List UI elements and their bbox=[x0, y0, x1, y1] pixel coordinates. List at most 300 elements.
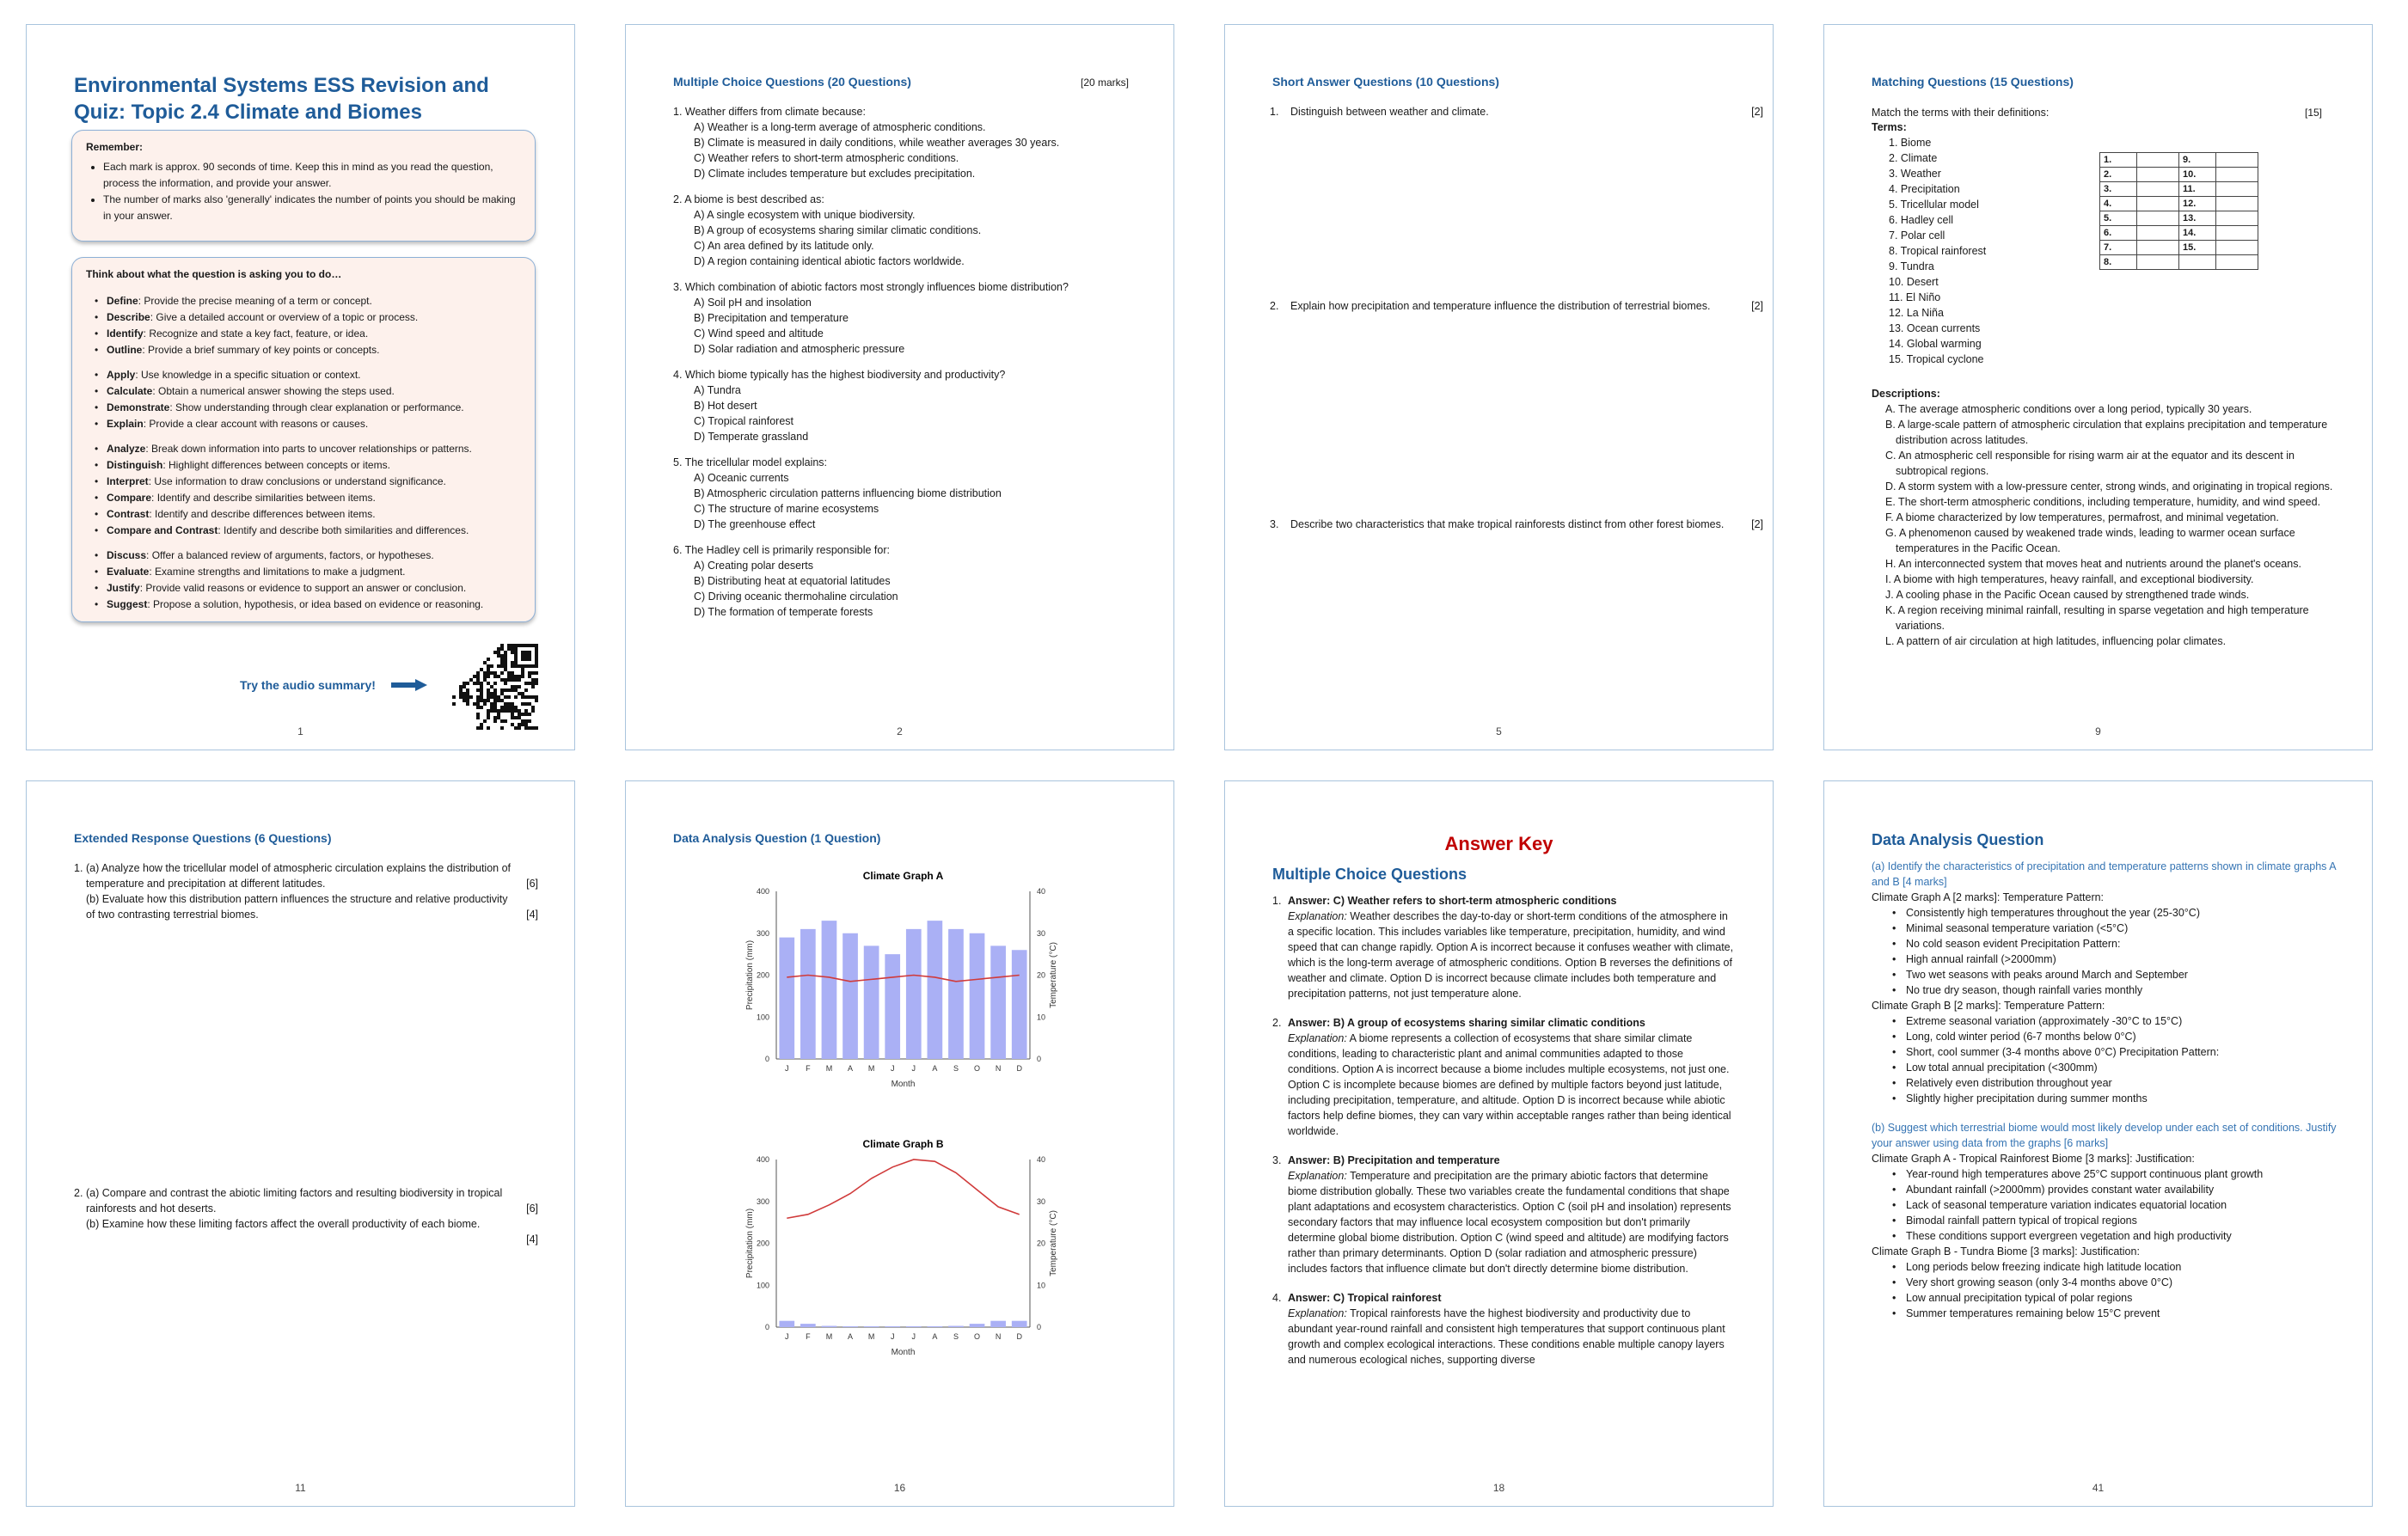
answer-heading: Answer: B) Precipitation and temperature bbox=[1288, 1154, 1500, 1166]
answer-cell[interactable] bbox=[2137, 197, 2179, 211]
answer-cell[interactable] bbox=[2216, 182, 2258, 197]
answer-cell[interactable] bbox=[2216, 241, 2258, 255]
page-11 bbox=[26, 780, 575, 1507]
precipitation-bar bbox=[928, 1326, 943, 1327]
command-term-definition: Recognize and state a key fact, feature, or idea. bbox=[149, 327, 369, 340]
answer-bullet: Short, cool summer (3-4 months above 0°C) Precipitation Pattern: • bbox=[1892, 1046, 2220, 1058]
answer-cell[interactable] bbox=[2137, 255, 2179, 270]
explanation-text: Temperature and precipitation are the primary abiotic factors that determine biome distribution globally. These two variables create the fundamental conditions that shape plant adaptations and ecosystem characteristics. Option C (soil pH and insolation) represents secondary factors that may influence local ecosystem composition but don't primarily determine global biome distribution. Option C (wind speed and altitude) are modifying factors rather than primary determinants. Option D (solar radiation and atmospheric pressure) includes factors that influence climate but don't directly determine biome distribution. bbox=[1288, 1170, 1731, 1275]
command-term-definition: Provide a brief summary of key points or concepts. bbox=[148, 344, 380, 356]
precipitation-bar bbox=[1012, 950, 1027, 1059]
matching-marks: [15] bbox=[2304, 107, 2322, 119]
answer-line: Climate Graph A - Tropical Rainforest Biome [3 marks]: Justification: bbox=[1872, 1153, 2195, 1165]
answer-option: D) A region containing identical abiotic factors worldwide. bbox=[694, 255, 965, 267]
temperature-line bbox=[787, 1160, 1019, 1218]
precipitation-bar bbox=[948, 929, 964, 1059]
remember-heading: Remember: bbox=[86, 141, 144, 153]
x-tick-label: S bbox=[953, 1064, 959, 1073]
command-term bbox=[86, 383, 521, 400]
command-term bbox=[86, 342, 521, 358]
command-term-definition: Use knowledge in a specific situation or context. bbox=[141, 369, 361, 381]
question-text: Explain how precipitation and temperature influence the distribution of terrestrial biomes. bbox=[1290, 300, 1711, 312]
x-tick-label: O bbox=[974, 1064, 981, 1073]
terms-list bbox=[1872, 135, 1986, 367]
answer-option: D) Solar radiation and atmospheric pressure bbox=[694, 343, 905, 355]
x-tick-label: J bbox=[911, 1064, 916, 1073]
mcq-question bbox=[673, 542, 1137, 620]
page-41 bbox=[1823, 780, 2373, 1507]
colon: : bbox=[135, 369, 142, 381]
climate-graph-b bbox=[712, 1135, 1107, 1359]
command-term-definition: Identify and describe differences between items. bbox=[155, 508, 376, 520]
short-answer-question bbox=[1270, 104, 1763, 119]
audio-summary-link[interactable] bbox=[240, 678, 427, 694]
grid-number: 10. bbox=[2179, 168, 2216, 182]
answer-line: Climate Graph B - Tundra Biome [3 marks]: Justification: bbox=[1872, 1245, 2140, 1258]
chart-title: Climate Graph A bbox=[862, 870, 944, 882]
answer-bullet: Relatively even distribution throughout year • bbox=[1892, 1077, 2112, 1089]
x-tick-label: O bbox=[974, 1332, 981, 1341]
page-5 bbox=[1224, 24, 1774, 750]
x-tick-label: N bbox=[995, 1332, 1002, 1341]
bullet-icon: • bbox=[1892, 1015, 1896, 1027]
x-tick-label: D bbox=[1016, 1064, 1022, 1073]
command-term-name: Analyze bbox=[107, 443, 146, 455]
bullet-icon: • bbox=[1892, 1062, 1896, 1074]
answer-explanation bbox=[1288, 1306, 1737, 1368]
command-term-definition: Highlight differences between concepts or items. bbox=[168, 459, 390, 471]
answer-heading: Answer: C) Tropical rainforest bbox=[1288, 1292, 1442, 1304]
command-term-name: Compare bbox=[107, 492, 152, 504]
y-tick-label: 400 bbox=[756, 1155, 769, 1164]
grid-number: 6. bbox=[2100, 226, 2137, 241]
description-item: C. An atmospheric cell responsible for rising warm air at the equator and its descent in subtropical regions. bbox=[1885, 450, 2295, 477]
bullet-icon: • bbox=[1892, 1077, 1896, 1089]
answer-option: C) Weather refers to short-term atmospheric conditions. bbox=[694, 152, 959, 164]
y2-tick-label: 0 bbox=[1037, 1323, 1042, 1331]
explanation-text: Tropical rainforests have the highest biodiversity and productivity due to abundant year-round rainfall and consistent high temperatures that support continuous plant growth and complex ecological interactions. These conditions enable multiple canopy layers and numerous ecological niches, supporting diverse bbox=[1288, 1307, 1725, 1366]
section-title: Matching Questions (15 Questions) bbox=[1872, 75, 2074, 89]
answer-bullet: Long periods below freezing indicate high latitude location • bbox=[1892, 1261, 2182, 1273]
x-tick-label: S bbox=[953, 1332, 959, 1341]
precipitation-bar bbox=[864, 945, 879, 1059]
page-number: 41 bbox=[2092, 1482, 2105, 1494]
colon: : bbox=[218, 524, 224, 536]
part-a-question: (a) Identify the characteristics of precipitation and temperature patterns shown in climate graphs A and B [4 marks] bbox=[1872, 860, 2336, 888]
y2-tick-label: 10 bbox=[1037, 1281, 1046, 1290]
command-term-name: Contrast bbox=[107, 508, 150, 520]
section-title: Multiple Choice Questions (20 Questions) bbox=[673, 75, 911, 89]
precipitation-bar bbox=[885, 1326, 900, 1327]
mcq-question bbox=[673, 455, 1137, 532]
term-item: 13. Ocean currents bbox=[1889, 322, 1981, 334]
grid-row bbox=[2100, 168, 2258, 182]
answer-bullet: Slightly higher precipitation during summer months • bbox=[1892, 1092, 2148, 1105]
x-tick-label: J bbox=[890, 1064, 895, 1073]
answer-key-subtitle: Multiple Choice Questions bbox=[1272, 866, 1467, 883]
answer-cell[interactable] bbox=[2137, 226, 2179, 241]
bullet-icon: • bbox=[1892, 953, 1896, 965]
terms-block bbox=[1872, 119, 1986, 367]
part-b-marks: [4] bbox=[526, 909, 538, 921]
colon: : bbox=[148, 475, 155, 487]
colon: : bbox=[145, 443, 152, 455]
grid-number: 15. bbox=[2179, 241, 2216, 255]
descriptions-block bbox=[1872, 386, 2340, 649]
answer-option: D) Temperate grassland bbox=[694, 431, 809, 443]
grid-number: 12. bbox=[2179, 197, 2216, 211]
answer-cell[interactable] bbox=[2137, 182, 2179, 197]
bullet-icon: • bbox=[1892, 1276, 1896, 1288]
grid-number: 11. bbox=[2179, 182, 2216, 197]
answer-bullet: Very short growing season (only 3-4 months above 0°C) • bbox=[1892, 1276, 2173, 1288]
explanation-text: Weather describes the day-to-day or short-term conditions of the atmosphere in a specific location. This includes variables like temperature, precipitation, humidity, and wind speed that can change rapidly. Option A is incorrect because it confuses weather with climate, which is the long-term average of atmospheric conditions. Option B reverses the definitions of weather and climate. Option D is incorrect because climate includes both temperature and precipitation patterns, not just temperature alone. bbox=[1288, 910, 1734, 1000]
command-term-name: Apply bbox=[107, 369, 136, 381]
answer-cell[interactable] bbox=[2137, 241, 2179, 255]
answer-option: B) Atmospheric circulation patterns influencing biome distribution bbox=[694, 487, 1002, 499]
colon: : bbox=[162, 459, 169, 471]
command-term-definition: Identify and describe both similarities and differences. bbox=[224, 524, 469, 536]
colon: : bbox=[143, 327, 150, 340]
y2-tick-label: 40 bbox=[1037, 887, 1046, 896]
command-group bbox=[86, 293, 521, 358]
page-2 bbox=[625, 24, 1174, 750]
bullet-icon: • bbox=[1892, 1031, 1896, 1043]
grid-number: 9. bbox=[2179, 153, 2216, 168]
y2-tick-label: 0 bbox=[1037, 1055, 1042, 1063]
answer-list bbox=[1272, 893, 1737, 1381]
command-term bbox=[86, 506, 521, 523]
mcq-question bbox=[673, 367, 1137, 444]
answer-cell[interactable] bbox=[2216, 255, 2258, 270]
question-text: Distinguish between weather and climate. bbox=[1290, 106, 1489, 118]
term-item: 9. Tundra bbox=[1889, 260, 1934, 272]
question-text: 5. The tricellular model explains: bbox=[673, 456, 828, 468]
bullet-icon: • bbox=[1892, 938, 1896, 950]
answer-bullet: Year-round high temperatures above 25°C support continuous plant growth • bbox=[1892, 1168, 2264, 1180]
short-answer-question bbox=[1270, 298, 1763, 314]
command-term-definition: Offer a balanced review of arguments, factors, or hypotheses. bbox=[151, 549, 434, 561]
term-item: 4. Precipitation bbox=[1889, 183, 1960, 195]
description-item: J. A cooling phase in the Pacific Ocean caused by strengthened trade winds. bbox=[1885, 589, 2250, 601]
answer-explanation bbox=[1288, 1031, 1737, 1139]
answer-option: C) Driving oceanic thermohaline circulation bbox=[694, 591, 898, 603]
description-item: F. A biome characterized by low temperatures, permafrost, and minimal vegetation. bbox=[1885, 511, 2279, 523]
explanation-label: Explanation: bbox=[1288, 910, 1347, 922]
command-term bbox=[86, 490, 521, 506]
command-term bbox=[86, 523, 521, 539]
think-heading: Think about what the question is asking you to do… bbox=[86, 268, 342, 280]
x-tick-label: J bbox=[911, 1332, 916, 1341]
bullet-icon: • bbox=[1892, 1292, 1896, 1304]
command-term-name: Justify bbox=[107, 582, 140, 594]
answer-cell[interactable] bbox=[2137, 153, 2179, 168]
section-title: Data Analysis Question (1 Question) bbox=[673, 831, 881, 845]
command-term bbox=[86, 457, 521, 474]
answer-option: D) The formation of temperate forests bbox=[694, 606, 873, 618]
precipitation-bar bbox=[990, 1321, 1006, 1327]
term-item: 3. Weather bbox=[1889, 168, 1941, 180]
colon: : bbox=[139, 582, 146, 594]
mcq-question bbox=[673, 192, 1137, 269]
answer-cell[interactable] bbox=[2216, 226, 2258, 241]
description-item: G. A phenomenon caused by weakened trade winds, leading to warmer ocean surface temperatures in the Pacific Ocean. bbox=[1885, 527, 2295, 554]
y2-tick-label: 30 bbox=[1037, 928, 1046, 938]
x-tick-label: J bbox=[890, 1332, 895, 1341]
y-tick-label: 300 bbox=[756, 928, 769, 938]
y2-axis-label: Temperature (°C) bbox=[1049, 942, 1058, 1008]
x-tick-label: F bbox=[806, 1332, 811, 1341]
short-answer-question bbox=[1270, 517, 1763, 532]
answer-bullet: Consistently high temperatures throughout the year (25-30°C) • bbox=[1892, 907, 2200, 919]
answer-cell[interactable] bbox=[2137, 211, 2179, 226]
descriptions-heading: Descriptions: bbox=[1872, 388, 1940, 400]
term-item: 14. Global warming bbox=[1889, 338, 1982, 350]
command-term-name: Define bbox=[107, 295, 138, 307]
bullet-icon: • bbox=[1892, 1215, 1896, 1227]
explanation-label: Explanation: bbox=[1288, 1170, 1347, 1182]
description-item: L. A pattern of air circulation at high latitudes, influencing polar climates. bbox=[1885, 635, 2227, 647]
grid-number: 2. bbox=[2100, 168, 2137, 182]
answer-cell[interactable] bbox=[2216, 153, 2258, 168]
grid-number: 4. bbox=[2100, 197, 2137, 211]
bullet-icon: • bbox=[1892, 907, 1896, 919]
bullet-icon: • bbox=[1892, 969, 1896, 981]
colon: : bbox=[138, 295, 144, 307]
climate-graph-a bbox=[712, 867, 1107, 1091]
page-number: 18 bbox=[1492, 1482, 1505, 1494]
y-tick-label: 0 bbox=[764, 1055, 769, 1063]
y2-tick-label: 20 bbox=[1037, 1239, 1046, 1248]
colon: : bbox=[149, 566, 156, 578]
bullet-icon: • bbox=[1892, 984, 1896, 996]
answer-bullet: Low total annual precipitation (<300mm) • bbox=[1892, 1062, 2098, 1074]
command-term-name: Calculate bbox=[107, 385, 153, 397]
remember-box bbox=[71, 130, 536, 242]
x-tick-label: A bbox=[848, 1332, 854, 1341]
bullet-icon: • bbox=[1892, 922, 1896, 934]
answer-option: A) Creating polar deserts bbox=[694, 560, 813, 572]
y-axis-label: Precipitation (mm) bbox=[745, 939, 755, 1011]
colon: : bbox=[149, 508, 156, 520]
answer-line: Climate Graph A [2 marks]: Temperature Pattern: bbox=[1872, 891, 2105, 903]
command-term-name: Describe bbox=[107, 311, 150, 323]
command-term bbox=[86, 548, 521, 564]
precipitation-bar bbox=[948, 1326, 964, 1327]
audio-summary-label: Try the audio summary! bbox=[240, 678, 376, 692]
page-title: Environmental Systems ESS Revision and Quiz: Topic 2.4 Climate and Biomes bbox=[74, 74, 489, 124]
remember-item: • The number of marks also 'generally' indicates the number of points you should be making in your answer. bbox=[103, 192, 521, 224]
grid-number: 7. bbox=[2100, 241, 2137, 255]
answer-option: A) Oceanic currents bbox=[694, 472, 789, 484]
question-part-b: (b) Evaluate how this distribution pattern influences the structure and relative productivity of two contrasting terrestrial biomes. bbox=[86, 893, 508, 921]
y-axis-label: Precipitation (mm) bbox=[745, 1208, 755, 1279]
question-number: 2. bbox=[1270, 300, 1279, 312]
command-term-name: Outline bbox=[107, 344, 143, 356]
answer-option: C) Tropical rainforest bbox=[694, 415, 794, 427]
matching-instruction: Match the terms with their definitions: bbox=[1872, 107, 2050, 119]
command-term-name: Distinguish bbox=[107, 459, 163, 471]
bullet-icon: • bbox=[1892, 1092, 1896, 1105]
y-tick-label: 100 bbox=[756, 1013, 769, 1022]
colon: : bbox=[169, 401, 176, 413]
question-marks: [2] bbox=[1751, 300, 1763, 312]
section-title: Extended Response Questions (6 Questions) bbox=[74, 831, 332, 845]
precipitation-bar bbox=[779, 1321, 794, 1327]
command-term-definition: Give a detailed account or overview of a topic or process. bbox=[156, 311, 419, 323]
description-item: A. The average atmospheric conditions over a long period, typically 30 years. bbox=[1885, 403, 2252, 415]
y-tick-label: 300 bbox=[756, 1196, 769, 1206]
page-16 bbox=[625, 780, 1174, 1507]
answer-option: A) Tundra bbox=[694, 384, 741, 396]
command-term-name: Demonstrate bbox=[107, 401, 170, 413]
grid-row bbox=[2100, 226, 2258, 241]
data-analysis-answer bbox=[1872, 859, 2340, 1321]
answer-option: A) Weather is a long-term average of atmospheric conditions. bbox=[694, 121, 986, 133]
y2-tick-label: 40 bbox=[1037, 1155, 1046, 1164]
y2-tick-label: 30 bbox=[1037, 1196, 1046, 1206]
section-title: Data Analysis Question bbox=[1872, 831, 2044, 848]
term-item: 15. Tropical cyclone bbox=[1889, 353, 1984, 365]
grid-number: 13. bbox=[2179, 211, 2216, 226]
description-item: K. A region receiving minimal rainfall, resulting in sparse vegetation and high temperature variations. bbox=[1885, 604, 2309, 632]
command-term bbox=[86, 367, 521, 383]
term-item: 1. Biome bbox=[1889, 137, 1932, 149]
question-number: 1. bbox=[74, 862, 83, 874]
remember-item: • Each mark is approx. 90 seconds of time. Keep this in mind as you read the question, process the information, and provide your answer. bbox=[103, 159, 521, 192]
precipitation-bar bbox=[928, 921, 943, 1059]
page-1 bbox=[26, 24, 575, 750]
answer-bullet: No cold season evident Precipitation Pattern: • bbox=[1892, 938, 2121, 950]
answer-item bbox=[1272, 893, 1737, 1001]
y-tick-label: 0 bbox=[764, 1323, 769, 1331]
answer-option: C) Wind speed and altitude bbox=[694, 327, 824, 340]
answer-cell[interactable] bbox=[2137, 168, 2179, 182]
command-term-name: Suggest bbox=[107, 598, 148, 610]
description-item: B. A large-scale pattern of atmospheric circulation that explains precipitation and temperature distribution across latitudes. bbox=[1885, 419, 2328, 446]
arrow-right-icon bbox=[391, 679, 427, 694]
command-term-definition: Provide valid reasons or evidence to support an answer or conclusion. bbox=[145, 582, 467, 594]
term-item: 11. El Niño bbox=[1889, 291, 1941, 303]
answer-bullet: Long, cold winter period (6-7 months below 0°C) • bbox=[1892, 1031, 2136, 1043]
command-term-definition: Provide the precise meaning of a term or concept. bbox=[144, 295, 372, 307]
colon: : bbox=[150, 311, 156, 323]
grid-number: 8. bbox=[2100, 255, 2137, 270]
x-tick-label: A bbox=[932, 1064, 938, 1073]
page-number: 1 bbox=[297, 725, 303, 737]
command-term-name: Identify bbox=[107, 327, 144, 340]
answer-option: D) The greenhouse effect bbox=[694, 518, 816, 530]
answer-option: B) Distributing heat at equatorial latitudes bbox=[694, 575, 891, 587]
answer-number: 4. bbox=[1272, 1292, 1282, 1304]
grid-row bbox=[2100, 182, 2258, 197]
question-text: 1. Weather differs from climate because: bbox=[673, 106, 866, 118]
term-item: 10. Desert bbox=[1889, 276, 1939, 288]
grid-row bbox=[2100, 153, 2258, 168]
colon: : bbox=[142, 344, 149, 356]
mcq-list bbox=[673, 104, 1137, 630]
answer-cell[interactable] bbox=[2216, 168, 2258, 182]
command-term bbox=[86, 293, 521, 309]
y-tick-label: 400 bbox=[756, 887, 769, 896]
qr-code-icon[interactable] bbox=[452, 644, 538, 734]
precipitation-bar bbox=[822, 921, 837, 1059]
part-b-question: (b) Suggest which terrestrial biome would most likely develop under each set of conditions. Justify your answer using data from the graphs [6 marks] bbox=[1872, 1122, 2337, 1149]
command-term bbox=[86, 580, 521, 597]
section-title: Short Answer Questions (10 Questions) bbox=[1272, 75, 1499, 89]
y2-tick-label: 20 bbox=[1037, 970, 1046, 980]
description-item: D. A storm system with a low-pressure center, strong winds, and originating in tropical regions. bbox=[1885, 480, 2333, 493]
page-9 bbox=[1823, 24, 2373, 750]
command-term-definition: Use information to draw conclusions or understand significance. bbox=[154, 475, 446, 487]
answer-number: 2. bbox=[1272, 1017, 1282, 1029]
x-tick-label: M bbox=[867, 1332, 875, 1341]
answer-cell[interactable] bbox=[2216, 211, 2258, 226]
command-term bbox=[86, 400, 521, 416]
extended-question-1 bbox=[74, 860, 538, 922]
grid-number: 3. bbox=[2100, 182, 2137, 197]
page-number: 9 bbox=[2095, 725, 2101, 737]
precipitation-bar bbox=[779, 938, 794, 1059]
question-text: Describe two characteristics that make tropical rainforests distinct from other forest biomes. bbox=[1290, 518, 1725, 530]
command-term-definition: Obtain a numerical answer showing the steps used. bbox=[158, 385, 395, 397]
part-b-answer bbox=[1872, 1151, 2340, 1321]
answer-bullet: Abundant rainfall (>2000mm) provides constant water availability • bbox=[1892, 1184, 2215, 1196]
x-tick-label: A bbox=[848, 1064, 854, 1073]
question-text: 2. A biome is best described as: bbox=[673, 193, 824, 205]
colon: : bbox=[151, 492, 157, 504]
part-a-answer bbox=[1872, 890, 2340, 1106]
x-tick-label: A bbox=[932, 1332, 938, 1341]
colon: : bbox=[147, 598, 154, 610]
bullet-icon: • bbox=[1892, 1307, 1896, 1319]
question-part-b: (b) Examine how these limiting factors affect the overall productivity of each biome. bbox=[86, 1218, 481, 1230]
x-tick-label: M bbox=[867, 1064, 875, 1073]
term-item: 7. Polar cell bbox=[1889, 229, 1945, 242]
answer-item bbox=[1272, 1153, 1737, 1276]
x-tick-label: N bbox=[995, 1064, 1002, 1073]
answer-number: 1. bbox=[1272, 895, 1282, 907]
answer-cell[interactable] bbox=[2216, 197, 2258, 211]
x-axis-label: Month bbox=[891, 1348, 916, 1357]
precipitation-bar bbox=[800, 929, 816, 1059]
term-item: 12. La Niña bbox=[1889, 307, 1944, 319]
answer-item bbox=[1272, 1290, 1737, 1368]
command-terms-box bbox=[71, 257, 536, 622]
answer-option: B) A group of ecosystems sharing similar climatic conditions. bbox=[694, 224, 982, 236]
page-number: 16 bbox=[893, 1482, 906, 1494]
answer-key-title: Answer Key bbox=[1444, 833, 1553, 854]
grid-number: 5. bbox=[2100, 211, 2137, 226]
answer-option: B) Climate is measured in daily conditions, while weather averages 30 years. bbox=[694, 137, 1060, 149]
grid-number: 14. bbox=[2179, 226, 2216, 241]
precipitation-bar bbox=[842, 933, 858, 1059]
command-term-definition: Provide a clear account with reasons or causes. bbox=[149, 418, 369, 430]
answer-option: B) Precipitation and temperature bbox=[694, 312, 849, 324]
question-part-a: (a) Analyze how the tricellular model of atmospheric circulation explains the distribution of temperature and precipitation at different latitudes. bbox=[86, 862, 511, 890]
descriptions-list bbox=[1872, 401, 2340, 649]
question-text: 4. Which biome typically has the highest biodiversity and productivity? bbox=[673, 369, 1006, 381]
answer-bullet: Two wet seasons with peaks around March and September • bbox=[1892, 969, 2188, 981]
x-tick-label: D bbox=[1016, 1332, 1022, 1341]
grid-row bbox=[2100, 197, 2258, 211]
answer-bullet: These conditions support evergreen vegetation and high productivity • bbox=[1892, 1230, 2232, 1242]
description-item: H. An interconnected system that moves heat and nutrients around the planet's oceans. bbox=[1885, 558, 2301, 570]
precipitation-bar bbox=[990, 945, 1006, 1059]
grid-row bbox=[2100, 211, 2258, 226]
answer-bullet: Bimodal rainfall pattern typical of tropical regions • bbox=[1892, 1215, 2137, 1227]
answer-grid bbox=[2099, 152, 2258, 270]
